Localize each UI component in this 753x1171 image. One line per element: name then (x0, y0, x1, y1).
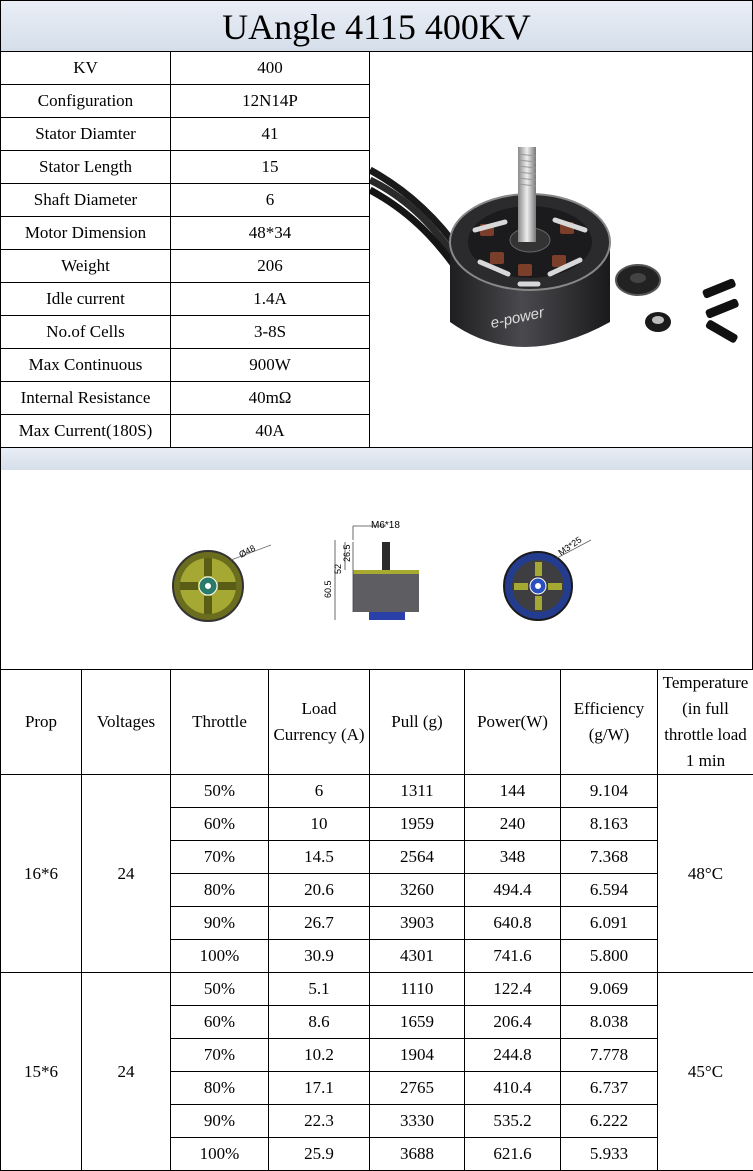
page-title: UAngle 4115 400KV (0, 0, 753, 52)
performance-table (0, 669, 753, 1171)
spec-row (1, 85, 370, 118)
spec-label: Stator Diamter (1, 118, 171, 151)
spec-row (1, 415, 370, 448)
table-row (1, 973, 753, 1006)
current-cell: 10 (269, 808, 370, 841)
power-cell: 640.8 (465, 907, 561, 940)
motor-photo (369, 51, 753, 448)
spec-value: 12N14P (171, 85, 370, 118)
spec-row (1, 151, 370, 184)
current-cell: 10.2 (269, 1039, 370, 1072)
motor-top-view (173, 543, 271, 621)
spec-row (1, 316, 370, 349)
column-header: Load Currency (A) (269, 670, 370, 775)
throttle-cell: 50% (171, 775, 269, 808)
spec-label: Stator Length (1, 151, 171, 184)
current-cell: 14.5 (269, 841, 370, 874)
efficiency-cell: 6.091 (561, 907, 658, 940)
current-cell: 26.7 (269, 907, 370, 940)
column-header: Pull (g) (370, 670, 465, 775)
spec-row (1, 283, 370, 316)
throttle-cell: 90% (171, 907, 269, 940)
spec-row (1, 118, 370, 151)
efficiency-cell: 8.163 (561, 808, 658, 841)
current-cell: 25.9 (269, 1138, 370, 1171)
pull-cell: 1659 (370, 1006, 465, 1039)
spec-row (1, 250, 370, 283)
efficiency-cell: 9.104 (561, 775, 658, 808)
brand-logo: e-power (489, 304, 547, 332)
spec-value: 15 (171, 151, 370, 184)
power-cell: 535.2 (465, 1105, 561, 1138)
spec-label: Motor Dimension (1, 217, 171, 250)
spec-value: 41 (171, 118, 370, 151)
column-header: Efficiency (g/W) (561, 670, 658, 775)
column-header: Throttle (171, 670, 269, 775)
spec-value: 40mΩ (171, 382, 370, 415)
power-cell: 206.4 (465, 1006, 561, 1039)
pull-cell: 1110 (370, 973, 465, 1006)
spec-value: 40A (171, 415, 370, 448)
voltage-cell: 24 (82, 775, 171, 973)
efficiency-cell: 7.778 (561, 1039, 658, 1072)
throttle-cell: 90% (171, 1105, 269, 1138)
motor-bottom-view (504, 535, 591, 620)
efficiency-cell: 9.069 (561, 973, 658, 1006)
power-cell: 621.6 (465, 1138, 561, 1171)
throttle-cell: 80% (171, 1072, 269, 1105)
power-cell: 244.8 (465, 1039, 561, 1072)
height-label-3: 60.5 (323, 580, 333, 598)
efficiency-cell: 5.800 (561, 940, 658, 973)
spec-row (1, 382, 370, 415)
height-label-1: 26.5 (342, 544, 352, 562)
spec-value: 3-8S (171, 316, 370, 349)
current-cell: 17.1 (269, 1072, 370, 1105)
current-cell: 6 (269, 775, 370, 808)
height-label-2: 52 (333, 564, 343, 574)
spec-row (1, 52, 370, 85)
column-header: Temperature (in full throttle load 1 min (658, 670, 753, 775)
temperature-cell: 48°C (658, 775, 753, 973)
motor-side-view (323, 520, 419, 620)
throttle-cell: 100% (171, 1138, 269, 1171)
spec-label: Idle current (1, 283, 171, 316)
spec-value: 900W (171, 349, 370, 382)
spec-value: 6 (171, 184, 370, 217)
spec-label: No.of Cells (1, 316, 171, 349)
power-cell: 144 (465, 775, 561, 808)
efficiency-cell: 6.594 (561, 874, 658, 907)
throttle-cell: 100% (171, 940, 269, 973)
power-cell: 741.6 (465, 940, 561, 973)
spec-value: 48*34 (171, 217, 370, 250)
power-cell: 240 (465, 808, 561, 841)
spec-row (1, 349, 370, 382)
pull-cell: 1311 (370, 775, 465, 808)
efficiency-cell: 5.933 (561, 1138, 658, 1171)
spec-label: Max Current(180S) (1, 415, 171, 448)
dimension-drawing (0, 470, 753, 670)
prop-cell: 16*6 (1, 775, 82, 973)
throttle-cell: 60% (171, 808, 269, 841)
current-cell: 22.3 (269, 1105, 370, 1138)
pull-cell: 3330 (370, 1105, 465, 1138)
throttle-cell: 60% (171, 1006, 269, 1039)
power-cell: 348 (465, 841, 561, 874)
efficiency-cell: 6.737 (561, 1072, 658, 1105)
pull-cell: 2564 (370, 841, 465, 874)
current-cell: 8.6 (269, 1006, 370, 1039)
efficiency-cell: 8.038 (561, 1006, 658, 1039)
screw-label: M3*25 (556, 535, 583, 558)
prop-cell: 15*6 (1, 973, 82, 1171)
spec-label: Weight (1, 250, 171, 283)
current-cell: 5.1 (269, 973, 370, 1006)
power-cell: 122.4 (465, 973, 561, 1006)
spec-value: 206 (171, 250, 370, 283)
power-cell: 410.4 (465, 1072, 561, 1105)
spec-label: Internal Resistance (1, 382, 171, 415)
temperature-cell: 45°C (658, 973, 753, 1171)
column-header: Voltages (82, 670, 171, 775)
pull-cell: 2765 (370, 1072, 465, 1105)
current-cell: 20.6 (269, 874, 370, 907)
pull-cell: 3260 (370, 874, 465, 907)
spec-value: 400 (171, 52, 370, 85)
column-header: Prop (1, 670, 82, 775)
spec-label: Max Continuous (1, 349, 171, 382)
spec-label: Configuration (1, 85, 171, 118)
efficiency-cell: 7.368 (561, 841, 658, 874)
diameter-label: Ø48 (237, 543, 257, 560)
table-header-row (1, 670, 753, 775)
pull-cell: 3688 (370, 1138, 465, 1171)
pull-cell: 1904 (370, 1039, 465, 1072)
shaft-label: M6*18 (371, 520, 400, 531)
section-divider (0, 447, 753, 471)
throttle-cell: 70% (171, 841, 269, 874)
spec-label: KV (1, 52, 171, 85)
column-header: Power(W) (465, 670, 561, 775)
throttle-cell: 50% (171, 973, 269, 1006)
pull-cell: 1959 (370, 808, 465, 841)
throttle-cell: 80% (171, 874, 269, 907)
throttle-cell: 70% (171, 1039, 269, 1072)
voltage-cell: 24 (82, 973, 171, 1171)
spec-table (0, 51, 370, 448)
pull-cell: 4301 (370, 940, 465, 973)
current-cell: 30.9 (269, 940, 370, 973)
efficiency-cell: 6.222 (561, 1105, 658, 1138)
spec-row (1, 184, 370, 217)
motor-illustration (370, 52, 752, 447)
table-row (1, 775, 753, 808)
power-cell: 494.4 (465, 874, 561, 907)
pull-cell: 3903 (370, 907, 465, 940)
spec-row (1, 217, 370, 250)
spec-label: Shaft Diameter (1, 184, 171, 217)
spec-value: 1.4A (171, 283, 370, 316)
